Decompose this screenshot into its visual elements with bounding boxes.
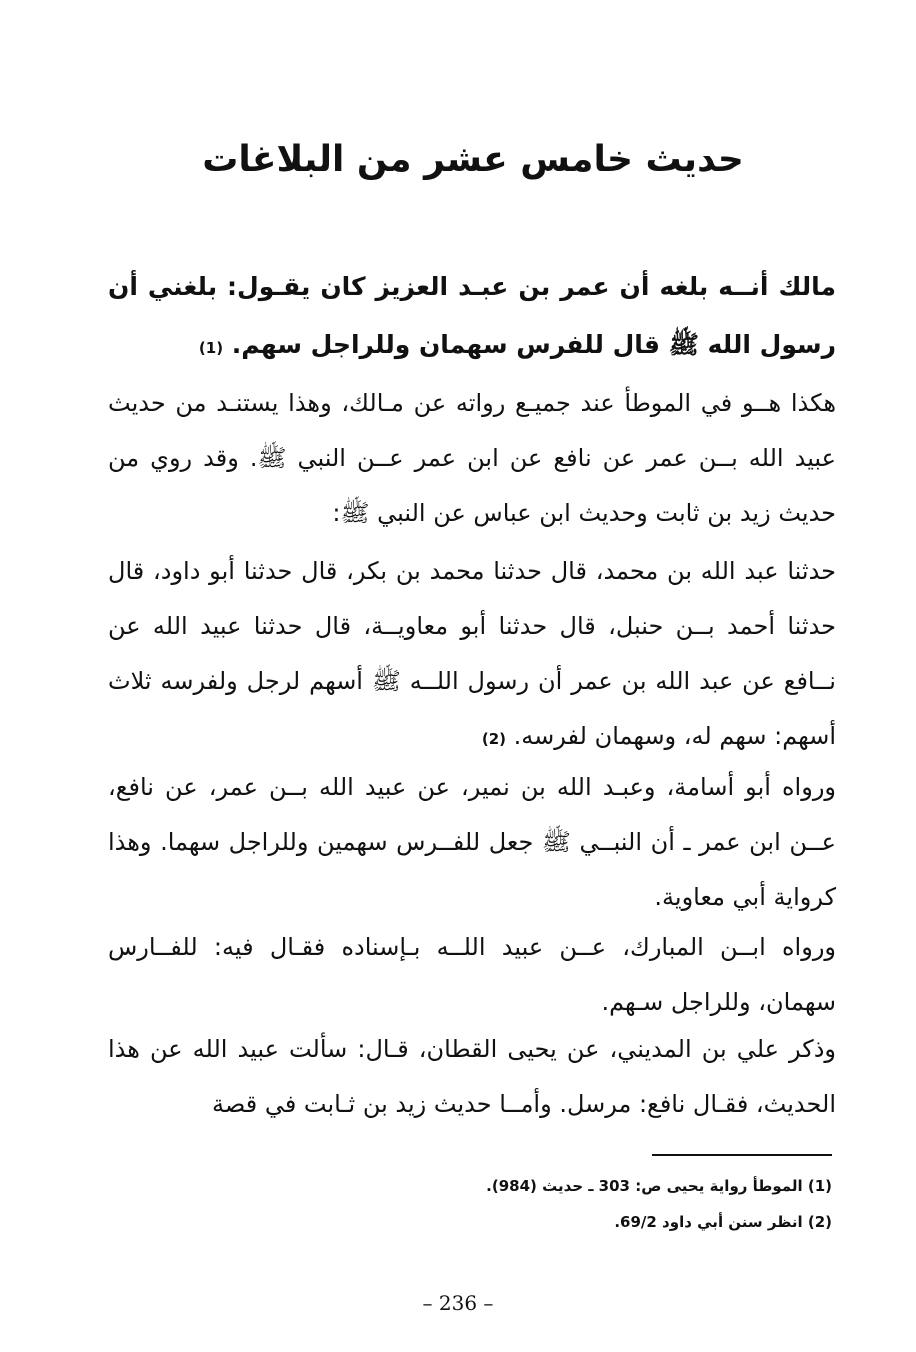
paragraph-text: ورواه أبو أسامة، وعبـد الله بن نمير، عن عبيد الله بــن عمر، عن نافع، عــن ابن عمر ـ أن النبــي ﷺ جعل للفــرس سهمين وللراجل سهما. وهذا كرواية أبي معاوية. bbox=[108, 773, 836, 911]
narration-paragraph bbox=[108, 1022, 836, 1132]
footnote-ref-1: (1) bbox=[198, 339, 224, 357]
hadith-text bbox=[108, 258, 836, 377]
paragraph-text: وذكر علي بن المديني، عن يحيى القطان، قـال: سألت عبيد الله عن هذا الحديث، فقـال نافع: مرسل. وأمــا حديث زيد بن ثـابت في قصة bbox=[108, 1035, 836, 1118]
footnotes bbox=[400, 1168, 832, 1240]
hadith-body: مالك أنــه بلغه أن عمر بن عبـد العزيز كان يقـول: بلغني أن رسول الله ﷺ قال للفرس سهمان وللراجل سهم. bbox=[108, 272, 836, 359]
footnote-ref-2: (2) bbox=[481, 730, 506, 748]
commentary-paragraph bbox=[108, 376, 836, 541]
narration-paragraph bbox=[108, 920, 836, 1030]
paragraph-text: هكذا هــو في الموطأ عند جميـع رواته عن مـالك، وهذا يستنـد من حديث عبيد الله بــن عمر عن نافع عن ابن عمر عــن النبي ﷺ. وقد روي من حديث زيد بن ثابت وحديث ابن عباس عن النبي ﷺ: bbox=[108, 389, 836, 527]
paragraph-text: حدثنا عبد الله بن محمد، قال حدثنا محمد بن بكر، قال حدثنا أبو داود، قال حدثنا أحمد بــن حنبل، قال حدثنا أبو معاويــة، قال حدثنا عبيد الله عن نــافع عن عبد الله بن عمر أن رسول اللــه ﷺ أسهم لرجل ولفرسه ثلاث أسهم: سهم له، وسهمان لفرسه. bbox=[108, 557, 836, 750]
page-title: حديث خامس عشر من البلاغات bbox=[202, 139, 744, 180]
footnote-divider bbox=[652, 1154, 832, 1156]
page-number: – 236 – bbox=[422, 1291, 494, 1315]
narration-paragraph bbox=[108, 760, 836, 925]
footnote-2: (2) انظر سنن أبي داود 69/2. bbox=[614, 1213, 832, 1231]
footnote-1: (1) الموطأ رواية يحيى ص: 303 ـ حديث (984). bbox=[486, 1177, 832, 1195]
isnad-paragraph bbox=[108, 544, 836, 767]
paragraph-text: ورواه ابــن المبارك، عــن عبيد اللــه بـإسناده فقـال فيه: للفــارس سهمان، وللراجل سـهم. bbox=[108, 933, 836, 1016]
